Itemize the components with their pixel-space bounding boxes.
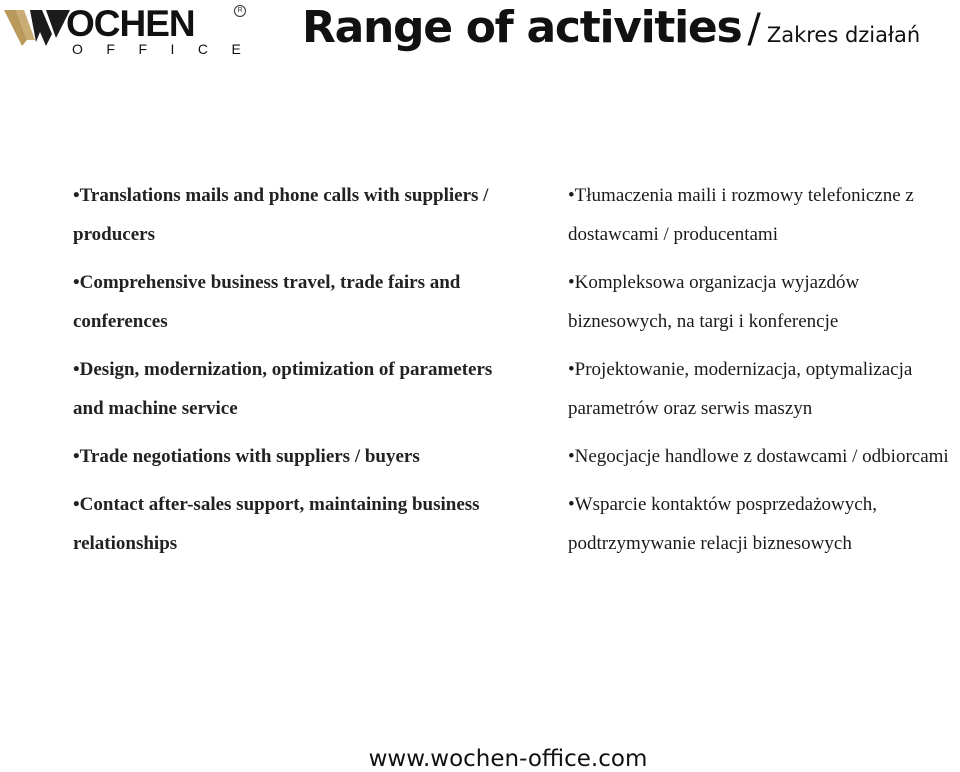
activity-item-en: •Comprehensive business travel, trade fairs and conferences (73, 272, 461, 332)
logo-subline: OFFICE (72, 41, 265, 57)
activity-item-pl: •Wsparcie kontaktów posprzedażowych, podtrzymywanie relacji biznesowych (568, 494, 877, 554)
title-main: Range of activities (302, 2, 742, 53)
title-separator: / (747, 6, 761, 52)
activity-item-en: •Contact after-sales support, maintaining business relationships (73, 494, 480, 554)
activity-item-en: •Design, modernization, optimization of parameters and machine service (73, 359, 493, 419)
registered-mark-icon: R (234, 5, 246, 17)
title-sub: Zakres działań (766, 23, 921, 47)
logo-top (2, 4, 195, 44)
logo-wordmark: OCHEN (66, 3, 195, 44)
activity-item-en: •Trade negotiations with suppliers / buyers (73, 446, 420, 467)
english-activity-list (73, 176, 493, 572)
footer-website-url: www.wochen-office.com (368, 746, 648, 772)
company-logo (2, 3, 265, 60)
polish-activity-list (568, 176, 960, 572)
activity-item-pl: •Negocjacje handlowe z dostawcami / odbiorcami (568, 446, 949, 467)
activity-item-pl: •Kompleksowa organizacja wyjazdów biznesowych, na targi i konferencje (568, 272, 860, 332)
activity-item-pl: •Tłumaczenia maili i rozmowy telefoniczne z dostawcami / producentami (568, 185, 914, 245)
w-mark-icon (2, 4, 72, 48)
activity-item-pl: •Projektowanie, modernizacja, optymalizacja parametrów oraz serwis maszyn (568, 359, 913, 419)
page-title (302, 2, 920, 53)
activity-item-en: •Translations mails and phone calls with suppliers / producers (73, 185, 489, 245)
